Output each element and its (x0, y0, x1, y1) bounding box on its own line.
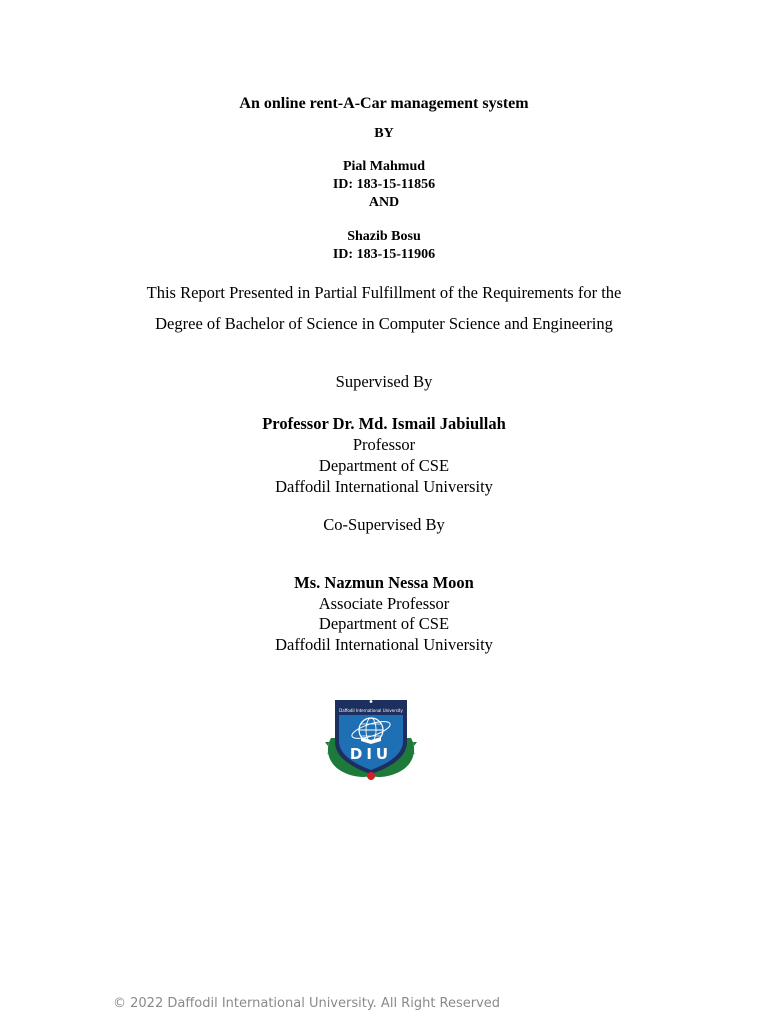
co-supervisor-department: Department of CSE (318, 614, 450, 633)
and-label: AND (368, 195, 400, 210)
supervised-by-heading: Supervised By (335, 372, 433, 391)
co-supervised-by-heading: Co-Supervised By (323, 515, 445, 534)
report-title: An online rent-A-Car management system (239, 95, 529, 112)
copyright-footer: © 2022 Daffodil International University. All Right Reserved (113, 996, 501, 1011)
logo-diu-text: DIU (349, 745, 393, 763)
statement-line-1: This Report Presented in Partial Fulfillment of the Requirements for the (146, 283, 622, 302)
statement-line-2: Degree of Bachelor of Science in Computer Science and Engineering (155, 314, 613, 333)
by-label: BY (374, 126, 394, 141)
logo-banner-text: Daffodil International University (339, 708, 403, 713)
supervisor-university: Daffodil International University (275, 477, 493, 496)
supervisor-title: Professor (352, 435, 416, 454)
author-1-name: Pial Mahmud (342, 159, 426, 174)
co-supervisor-title: Associate Professor (318, 594, 450, 613)
supervisor-department: Department of CSE (318, 456, 450, 475)
logo-red-dot (367, 772, 375, 780)
diu-crest-icon (323, 690, 419, 784)
author-1-id: ID: 183-15-11856 (332, 177, 436, 192)
author-2-name: Shazib Bosu (347, 229, 421, 244)
supervisor-name: Professor Dr. Md. Ismail Jabiullah (262, 414, 506, 433)
author-2-id: ID: 183-15-11906 (332, 247, 436, 262)
co-supervisor-name: Ms. Nazmun Nessa Moon (294, 573, 474, 592)
co-supervisor-university: Daffodil International University (275, 635, 493, 654)
